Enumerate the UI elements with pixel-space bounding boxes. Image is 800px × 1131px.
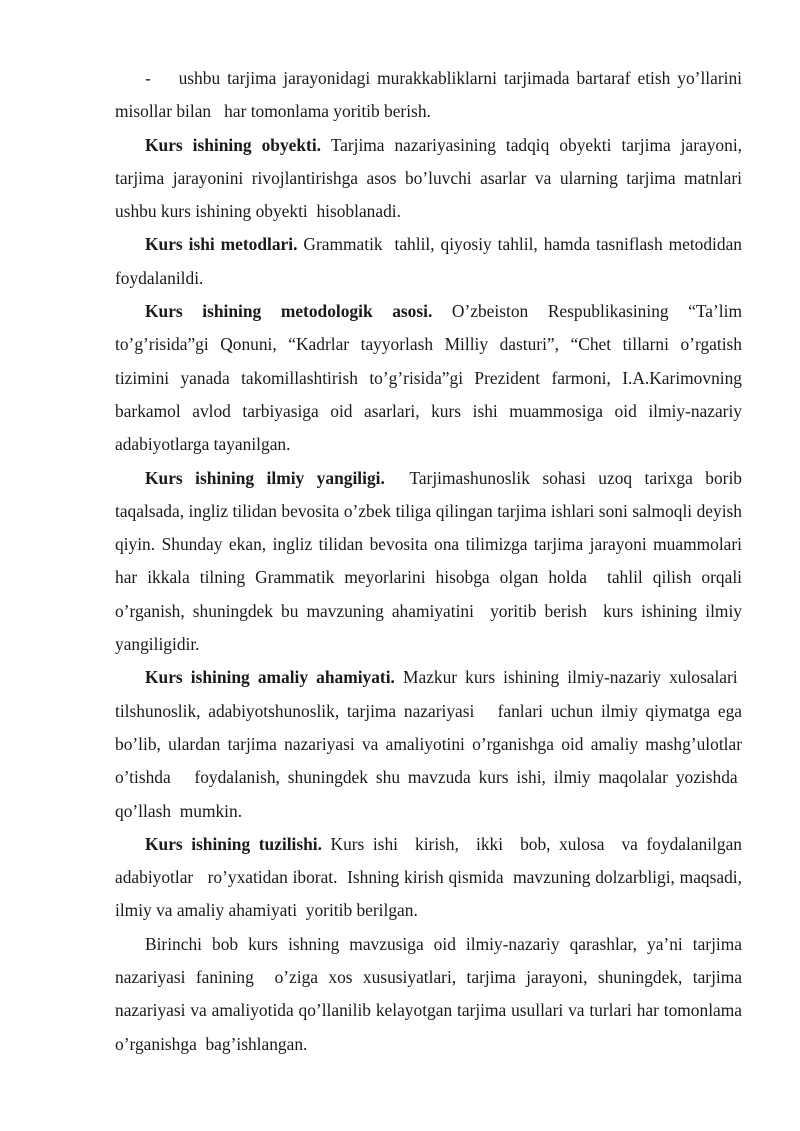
paragraph-metodologik — [115, 295, 742, 461]
paragraph-text: Grammatik tahlil, qiyosiy tahlil, hamda tasniflash metodidan foydalanildi. — [115, 234, 742, 288]
paragraph-tuzilish — [115, 828, 742, 928]
paragraph-heading: Kurs ishining amaliy ahamiyati. — [145, 667, 395, 688]
paragraph-heading: Kurs ishining tuzilishi. — [145, 833, 322, 854]
paragraph-heading: Kurs ishining ilmiy yangiligi. — [145, 467, 385, 488]
paragraph-text: Kurs ishi kirish, ikki bob, xulosa va foydalanilgan adabiyotlar ro’yxatidan iborat. Ishning kirish qismida mavzuning dolzarbligi, maqsadi, ilmiy va amaliy ahamiyati yoritib berilgan. — [115, 833, 743, 921]
paragraph-ahamiyat — [115, 661, 742, 827]
paragraph-text: Mazkur kurs ishining ilmiy-nazariy xulosalari tilshunoslik, adabiyotshunoslik, tarjima nazariyasi fanlari uchun ilmiy qiymatga ega bo’lib, ulardan tarjima nazariyasi va amaliyotini o’rganishga oid amaliy mashg’ulotlar o’tishda foydalanish, shuningdek shu mavzuda kurs ishi, ilmiy maqolalar yozishda qo’llash mumkin. — [115, 667, 742, 821]
paragraph-text: - ushbu tarjima jarayonidagi murakkabliklarni tarjimada bartaraf etish yo’llarini misollar bilan har tomonlama yoritib berish. — [115, 68, 742, 122]
paragraph-birinchi-bob — [115, 928, 742, 1061]
paragraph-metodlar — [115, 228, 742, 295]
paragraph-obyekt — [115, 129, 742, 229]
document-page — [115, 62, 742, 1061]
paragraph-heading: Kurs ishining metodologik asosi. — [145, 301, 433, 322]
paragraph-text: Birinchi bob kurs ishning mavzusiga oid ilmiy-nazariy qarashlar, ya’ni tarjima nazariyasi fanining o’ziga xos xususiyatlari, tarjima jarayoni, shuningdek, tarjima nazariyasi va amaliyotida qo’llanilib kelayotgan tarjima usullari va turlari har tomonlama o’rganishga bag’ishlangan. — [115, 933, 742, 1054]
paragraph-text: Tarjimashunoslik sohasi uzoq tarixga borib taqalsada, ingliz tilidan bevosita o’zbek tiliga qilingan tarjima ishlari soni salmoqli deyish qiyin. Shunday ekan, ingliz tilidan bevosita ona tilimizga tarjima jarayoni muammolari har ikkala tilning Grammatik meyorlarini hisobga olgan holda tahlil qilish orqali o’rganish, shuningdek bu mavzuning ahamiyatini yoritib berish kurs ishining ilmiy yangiligidir. — [115, 467, 742, 655]
paragraph-text: O’zbeiston Respublikasining “Ta’lim to’g’risida”gi Qonuni, “Kadrlar tayyorlash Milliy dasturi”, “Chet tillarni o’rgatish tizimini yanada takomillashtirish to’g’risida”gi Prezident farmoni, I.A.Karimovning barkamol avlod tarbiyasiga oid asarlari, kurs ishi muammosiga oid ilmiy-nazariy adabiyotlarga tayanilgan. — [115, 301, 742, 455]
paragraph-dash-item — [115, 62, 742, 129]
paragraph-heading: Kurs ishining obyekti. — [145, 134, 322, 155]
paragraph-text: Tarjima nazariyasining tadqiq obyekti tarjima jarayoni, tarjima jarayonini rivojlantirishga asos bo’luvchi asarlar va ularning tarjima matnlari ushbu kurs ishining obyekti hisoblanadi. — [115, 134, 742, 222]
paragraph-heading: Kurs ishi metodlari. — [145, 234, 298, 255]
paragraph-yangilik — [115, 462, 742, 662]
